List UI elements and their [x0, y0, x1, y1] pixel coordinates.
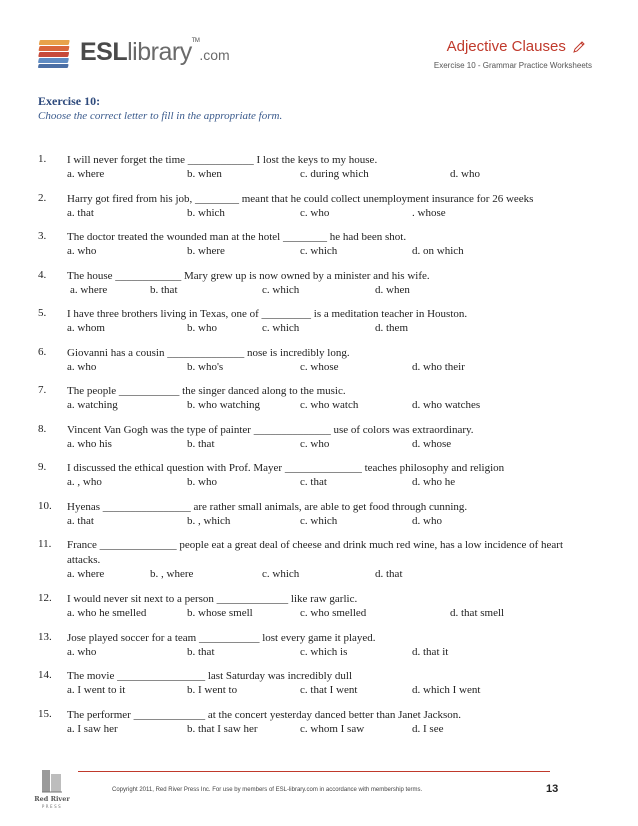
logo-lettering-press: PRESS — [41, 804, 63, 809]
question-1 — [0, 153, 638, 192]
question-5 — [0, 307, 638, 346]
option-d: d. who watches — [412, 399, 481, 411]
option-a: a. I saw her — [67, 722, 118, 735]
option-c: c. which — [262, 283, 300, 296]
question-2 — [0, 192, 638, 231]
question-number: 1. — [38, 153, 47, 165]
option-a: a. who he smelled — [67, 607, 147, 619]
option-d: d. whose — [412, 437, 452, 450]
question-7 — [0, 384, 638, 423]
option-c: c. who smelled — [300, 607, 367, 619]
logo-lettering-red-river: Red River — [34, 795, 70, 803]
question-text: Jose played soccer for a team ___________ lost every game it played. — [67, 631, 376, 644]
copyright-notice: Copyright 2011, Red River Press Inc. For use by members of ESL-library.com in accordance with membership terms. — [112, 787, 423, 793]
option-b: b. who — [187, 476, 217, 488]
option-d: d. who — [450, 168, 480, 180]
question-4 — [0, 269, 638, 308]
option-c: c. who watch — [300, 399, 359, 411]
option-d: d. which I went — [412, 684, 481, 696]
option-b: b. that I saw her — [187, 722, 258, 735]
option-b: b. who watching — [187, 399, 261, 411]
option-c: c. which is — [300, 645, 348, 658]
option-b: b. I went to — [187, 684, 238, 696]
option-d: d. that smell — [450, 607, 505, 619]
page-header — [0, 0, 638, 90]
option-a: a. watching — [67, 399, 118, 411]
question-text: I would never sit next to a person _____________ like raw garlic. — [67, 593, 358, 605]
option-d: d. who he — [412, 476, 456, 488]
question-text: I have three brothers living in Texas, one of _________ is a meditation teacher in Houston. — [67, 308, 468, 320]
question-3 — [0, 230, 638, 269]
question-13 — [0, 631, 638, 670]
question-number: 3. — [38, 230, 47, 242]
option-d: d. who their — [412, 360, 465, 373]
question-number: 9. — [38, 461, 47, 473]
question-text: The performer _____________ at the concert yesterday danced better than Janet Jackson. — [67, 708, 462, 721]
option-c: c. which — [262, 568, 300, 580]
question-number: 14. — [38, 669, 52, 681]
option-b: b. , where — [150, 568, 194, 580]
option-d: d. them — [375, 322, 408, 334]
question-8 — [0, 423, 638, 462]
question-number: 10. — [38, 499, 52, 512]
option-a: a. , who — [67, 476, 102, 488]
question-text: Giovanni has a cousin ______________ nose is incredibly long. — [67, 346, 350, 359]
question-number: 2. — [38, 191, 47, 204]
option-c: c. during which — [300, 168, 369, 180]
question-text: Vincent Van Gogh was the type of painter ______________ use of colors was extraordinary. — [67, 423, 474, 436]
option-b: b. when — [187, 168, 222, 180]
question-text: The movie ________________ last Saturday was incredibly dull — [67, 670, 353, 682]
option-b: b. that — [150, 283, 178, 296]
option-a: a. where — [67, 168, 105, 180]
question-text: The people ___________ the singer danced along to the music. — [67, 385, 346, 397]
option-d: . whose — [412, 206, 446, 219]
option-c: c. which — [300, 514, 338, 527]
red-river-press-logo-icon — [36, 766, 68, 814]
question-text: The house ____________ Mary grew up is now owned by a minister and his wife. — [67, 269, 430, 282]
pencil-icon — [572, 40, 586, 54]
option-d: d. that — [375, 568, 403, 580]
question-12 — [0, 592, 638, 631]
question-text: Harry got fired from his job, ________ meant that he could collect unemployment insurance for 26 weeks — [67, 192, 534, 205]
question-number: 15. — [38, 707, 52, 720]
option-a: a. that — [67, 514, 94, 527]
exercise-title: Exercise 10: — [38, 94, 101, 108]
question-9 — [0, 461, 638, 500]
question-text: I discussed the ethical question with Prof. Mayer ______________ teaches philosophy and religion — [67, 462, 505, 474]
option-a: a. I went to it — [67, 684, 126, 696]
option-d: d. when — [375, 283, 410, 296]
option-c: c. whose — [300, 360, 339, 373]
book-stack-logo-icon — [38, 39, 74, 69]
question-number: 11. — [38, 538, 52, 550]
option-d: d. that it — [412, 645, 449, 658]
question-text: The doctor treated the wounded man at the hotel ________ he had been shot. — [67, 231, 407, 243]
esl-library-logo — [38, 36, 238, 72]
question-number: 12. — [38, 592, 52, 604]
question-number: 8. — [38, 422, 47, 435]
exercise-instruction: Choose the correct letter to fill in the appropriate form. — [38, 110, 283, 122]
option-b: b. who's — [187, 360, 224, 373]
option-b: b. which — [187, 206, 225, 219]
option-a: a. where — [67, 568, 105, 580]
question-text: Hyenas ________________ are rather small animals, are able to get food through cunning. — [67, 500, 468, 513]
question-text: I will never forget the time ____________ I lost the keys to my house. — [67, 154, 378, 166]
footer-divider — [78, 771, 550, 772]
question-14 — [0, 669, 638, 708]
question-number: 6. — [38, 345, 47, 358]
option-a: a. who — [67, 645, 97, 658]
question-text: France ______________ people eat a great deal of cheese and drink much red wine, has a low incidence of heart attacks. — [67, 539, 564, 566]
option-a: a. who his — [67, 437, 112, 450]
red-river-press-logo — [36, 766, 68, 814]
question-list — [0, 153, 638, 746]
page-number: 13 — [546, 783, 559, 795]
option-a: a. who — [67, 245, 97, 257]
option-b: b. where — [187, 245, 225, 257]
option-a: a. whom — [67, 322, 105, 334]
option-b: b. whose smell — [187, 607, 253, 619]
document-subtitle: Exercise 10 - Grammar Practice Worksheets — [433, 61, 592, 70]
question-10 — [0, 500, 638, 539]
question-number: 4. — [38, 268, 47, 281]
option-b: b. , which — [187, 514, 231, 527]
option-a: a. that — [67, 206, 94, 219]
option-d: d. I see — [412, 722, 444, 735]
option-c: c. whom I saw — [300, 722, 365, 735]
option-c: c. that — [300, 476, 327, 488]
option-c: c. which — [262, 322, 300, 334]
option-b: b. who — [187, 322, 217, 334]
option-a: a. who — [67, 360, 97, 373]
option-b: b. that — [187, 437, 215, 450]
option-b: b. that — [187, 645, 215, 658]
logo-wordmark: ESLlibrary™.com — [80, 38, 230, 66]
question-number: 13. — [38, 630, 52, 643]
question-15 — [0, 708, 638, 747]
option-c: c. that I went — [300, 684, 358, 696]
option-c: c. who — [300, 206, 330, 219]
question-11 — [0, 538, 638, 592]
option-a: a. where — [70, 283, 108, 296]
option-d: d. on which — [412, 245, 464, 257]
question-number: 5. — [38, 307, 47, 319]
document-title: Adjective Clauses — [447, 38, 586, 55]
option-d: d. who — [412, 514, 442, 527]
question-6 — [0, 346, 638, 385]
question-number: 7. — [38, 384, 47, 396]
option-c: c. which — [300, 245, 338, 257]
option-c: c. who — [300, 437, 330, 450]
